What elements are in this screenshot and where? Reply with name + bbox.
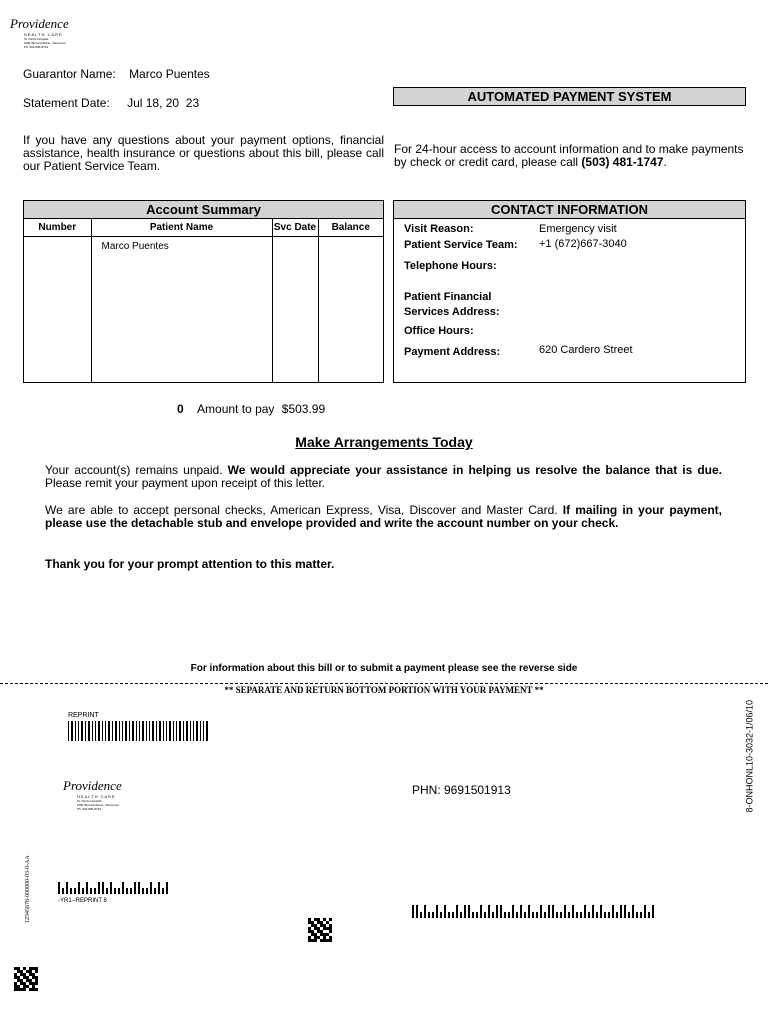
- p2-normal: We are able to accept personal checks, American Express, Visa, Discover and Master Card.: [45, 503, 563, 517]
- postal-barcode-right: [412, 905, 656, 918]
- arrangements-paragraph-2: [45, 504, 722, 530]
- visit-reason-value: Emergency visit: [539, 223, 617, 235]
- balance-cell: [318, 237, 383, 382]
- stub-logo-subtitle: HEALTH CARE: [77, 794, 116, 799]
- automated-phone: (503) 481-1747: [581, 155, 664, 169]
- amount-row: [177, 402, 325, 416]
- p2-bold: If mailing in your payment, please use the detachable stub and envelope provided and write the account number on your check.: [45, 503, 722, 530]
- automated-paragraph: [394, 143, 746, 169]
- p1-normal-1: Your account(s) remains unpaid.: [45, 463, 228, 477]
- column-header: Number: [24, 219, 91, 237]
- visit-reason-label: Visit Reason:: [404, 223, 474, 235]
- statement-row: [23, 96, 199, 110]
- reprint-label: REPRINT: [68, 712, 99, 719]
- payment-address-label: Payment Address:: [404, 346, 501, 358]
- patient-name-cell: Marco Puentes: [91, 237, 272, 382]
- stub-logo-phone: Ph: 604-806-8733: [77, 807, 102, 811]
- logo-wordmark: Providence: [10, 16, 69, 31]
- left-code-wrap: [24, 840, 32, 924]
- arrangements-title: Make Arrangements Today: [295, 434, 473, 450]
- automated-payment-header: AUTOMATED PAYMENT SYSTEM: [393, 87, 746, 106]
- contact-info-title: CONTACT INFORMATION: [394, 201, 745, 219]
- guarantor-name: Marco Puentes: [129, 67, 210, 81]
- side-code-wrap: [744, 700, 754, 815]
- patient-service-team-label: Patient Service Team:: [404, 239, 518, 251]
- separator-line: [0, 683, 768, 684]
- account-number-cell: [24, 237, 91, 382]
- account-summary-header-row: [24, 219, 383, 237]
- logo-phone: Ph: 604-806-8733: [24, 45, 49, 49]
- account-summary-title: Account Summary: [24, 201, 383, 219]
- column-header: Balance: [318, 219, 383, 237]
- separator-text: ** SEPARATE AND RETURN BOTTOM PORTION WITH YOUR PAYMENT **: [224, 685, 544, 695]
- p1-bold: We would appreciate your assistance in helping us resolve the balance that is due.: [227, 463, 722, 477]
- left-code: 12345678-000000-03-0-AA: [25, 855, 31, 923]
- postal-barcode-left: [58, 882, 170, 894]
- account-summary-box: [23, 200, 384, 383]
- office-hours-label: Office Hours:: [404, 325, 474, 337]
- stub-logo-address: 1081 Burrard Street, Vancouver: [77, 803, 120, 807]
- table-row: [24, 237, 383, 382]
- arrangements-title-wrap: [0, 434, 768, 450]
- small-code: -YR1--REPRINT 8: [58, 898, 107, 904]
- amount-label: Amount to pay: [197, 402, 275, 416]
- logo-address: 1081 Burrard Street, Vancouver: [24, 41, 67, 45]
- svc-date-cell: [272, 237, 318, 382]
- datamatrix-code-left: [14, 967, 38, 991]
- guarantor-label: Guarantor Name:: [23, 67, 116, 81]
- account-summary-table: [24, 219, 383, 382]
- phn: PHN: 9691501913: [412, 783, 511, 797]
- telephone-hours-label: Telephone Hours:: [404, 260, 497, 272]
- statement-label: Statement Date:: [23, 96, 110, 110]
- logo-subtitle: HEALTH CARE: [24, 32, 63, 37]
- stub-providence-logo: [63, 778, 122, 811]
- side-code: 8-ONHONL10-3032-1/06/10: [744, 699, 755, 813]
- financial-services-address-label: Patient Financial Services Address:: [404, 291, 500, 318]
- arrangements-paragraph-1: [45, 464, 722, 490]
- providence-logo: [10, 16, 69, 49]
- barcode-top: [68, 721, 210, 741]
- amount-count: 0: [177, 402, 184, 416]
- amount-value: $503.99: [281, 402, 326, 416]
- guarantor-row: [23, 67, 210, 81]
- stub-logo-hospital: St. Paul's Hospital: [77, 799, 102, 803]
- patient-service-team-value: +1 (672)667-3040: [539, 238, 627, 250]
- column-header: Patient Name: [91, 219, 272, 237]
- datamatrix-code-center: [308, 918, 332, 942]
- automated-after: .: [663, 155, 667, 169]
- logo-hospital: St. Paul's Hospital: [24, 37, 49, 41]
- column-header: Svc Date: [272, 219, 318, 237]
- automated-text: For 24-hour access to account information and to make payments by check or credit card, please call: [394, 142, 744, 169]
- p1-normal-2: Please remit your payment upon receipt of this letter.: [45, 476, 326, 490]
- statement-date: Jul 18, 20 23: [127, 96, 200, 110]
- stub-logo-wordmark: Providence: [63, 778, 122, 793]
- questions-paragraph: If you have any questions about your payment options, financial assistance, health insurance or questions about this bill, please call our Patient Service Team.: [23, 133, 384, 173]
- arrangements-paragraph-3: Thank you for your prompt attention to this matter.: [45, 557, 335, 571]
- payment-address-value: 620 Cardero Street: [539, 344, 633, 356]
- footer-info: For information about this bill or to submit a payment please see the reverse side: [190, 663, 578, 674]
- contact-info-box: [393, 200, 746, 383]
